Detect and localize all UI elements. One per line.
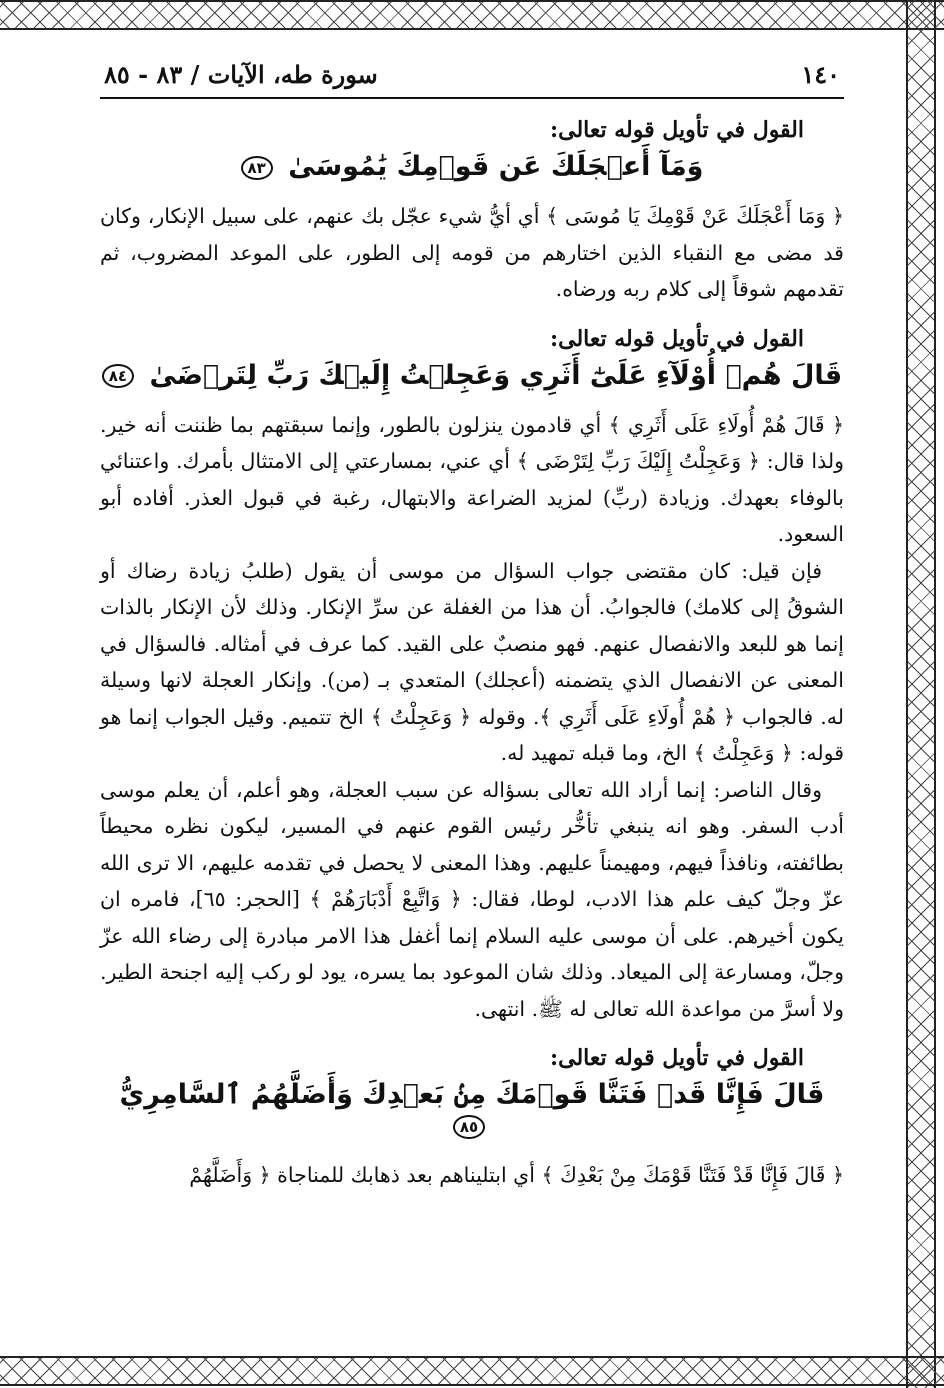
section-heading: القول في تأويل قوله تعالى: <box>550 1045 804 1071</box>
verse-text: قَالَ فَإِنَّا قَدۡ فَتَنَّا قَوۡمَكَ مِنۢ بَعۡدِكَ وَأَضَلَّهُمُ ٱلسَّامِرِيُّ <box>119 1079 825 1110</box>
surah-title: سورة طه، الآيات / ٨٣ - ٨٥ <box>104 60 378 89</box>
verse-number-badge: ٨٥ <box>453 1115 485 1139</box>
commentary-paragraph: ﴿ وَمَا أَعْجَلَكَ عَنْ قَوْمِكَ يَا مُوسَى ﴾ أي أيُّ شيء عجّل بك عنهم، على سبيل الإنكار، وكان قد مضى مع النقباء الذين اختارهم من قومه إلى الطور، على الموعد المضروب، ثم تقدمهم شوقاً إلى كلام ربه ورضاه. <box>100 204 844 301</box>
section-heading: القول في تأويل قوله تعالى: <box>550 325 804 352</box>
decorative-border-right <box>906 0 936 1388</box>
quran-verse <box>100 1079 844 1141</box>
verse-text: قَالَ هُمۡ أُوْلَآءِ عَلَىٰٓ أَثَرِي وَعَجِلۡتُ إِلَيۡكَ رَبِّ لِتَرۡضَىٰ <box>149 359 843 391</box>
verse-number-badge: ٨٤ <box>102 364 134 388</box>
verse-text: وَمَآ أَعۡجَلَكَ عَن قَوۡمِكَ يَٰمُوسَىٰ <box>288 151 704 182</box>
commentary-paragraph: فإن قيل: كان مقتضى جواب السؤال من موسى أن يقول (طلبُ زيادة رضاك أو الشوقُ إلى كلامك) فالجوابُ. أن هذا من الغفلة عن سرِّ الإنكار. وذلك لأن الإنكار بالذات إنما هو للبعد والانفصال عنهم. فهو منصبٌ على القيد. كما عرف في أمثاله. فالسؤال في المعنى عن الانفصال الذي يتضمنه (أعجلك) المتعدي بـ (من). وإنكار العجلة لانها وسيلة له. فالجواب ﴿ هُمْ أُولَاءِ عَلَى أَثَرِي ﴾. وقوله ﴿ وَعَجِلْتُ ﴾ الخ تتميم. وقيل الجواب إنما هو قوله: ﴿ وَعَجِلْتُ ﴾ الخ، وما قبله تمهيد له. <box>100 558 844 765</box>
commentary-paragraph: ﴿ قَالَ فَإِنَّا قَدْ فَتَنَّا قَوْمَكَ مِنْ بَعْدِكَ ﴾ أي ابتليناهم بعد ذهابك للمناجاة ﴿ وَأَضَلَّهُمْ <box>189 1163 844 1187</box>
page-number: ١٤٠ <box>801 60 840 89</box>
decorative-border-bottom <box>0 1356 944 1386</box>
section-heading: القول في تأويل قوله تعالى: <box>550 117 804 143</box>
commentary-paragraph: ﴿ قَالَ هُمْ أُولَاءِ عَلَى أَثَرِي ﴾ أي قادمون ينزلون بالطور، وإنما سبقتهم بما ظننت أنه خير. ولذا قال: ﴿ وَعَجِلْتُ إِلَيْكَ رَبِّ لِتَرْضَى ﴾ أي عني، بمسارعتي إلى الامتثال بأمرك. واعتنائي بالوفاء بعهدك. وزيادة (ربِّ) لمزيد الضراعة والابتهال، رغبة في قبول العذر. أفاده أبو السعود. <box>100 412 844 546</box>
book-page <box>100 60 844 1194</box>
page-header <box>100 60 844 99</box>
commentary-paragraph: وقال الناصر: إنما أراد الله تعالى بسؤاله عن سبب العجلة، وهو أعلم، أن يعلم موسى أدب السفر. وهو انه ينبغي تأخُّر رئيس القوم عنهم في المسير، ليكون نظره محيطاً بطائفته، ونافذاً فيهم، ومهيمناً عليهم. وهذا المعنى لا يحصل في تقدمه عليهم، الا ترى الله عزّ وجلّ كيف علم هذا الادب، لوطا، فقال: ﴿ وَاتَّبِعْ أَدْبَارَهُمْ ﴾ [الحجر: ٦٥]، فامره ان يكون أخيرهم. على أن موسى عليه السلام إنما أغفل هذا الامر مبادرة إلى رضاء الله عزّ وجلّ، ومسارعة إلى الميعاد. وذلك شان الموعود بما يسره، يود لو ركب إليه اجنحة الطير. ولا أسرَّ من مواعدة الله تعالى له ﷺ. انتهى. <box>100 777 844 1021</box>
verse-number-badge: ٨٣ <box>241 156 273 180</box>
quran-verse <box>100 151 844 182</box>
decorative-border-top <box>0 0 944 30</box>
quran-verse <box>100 360 844 391</box>
